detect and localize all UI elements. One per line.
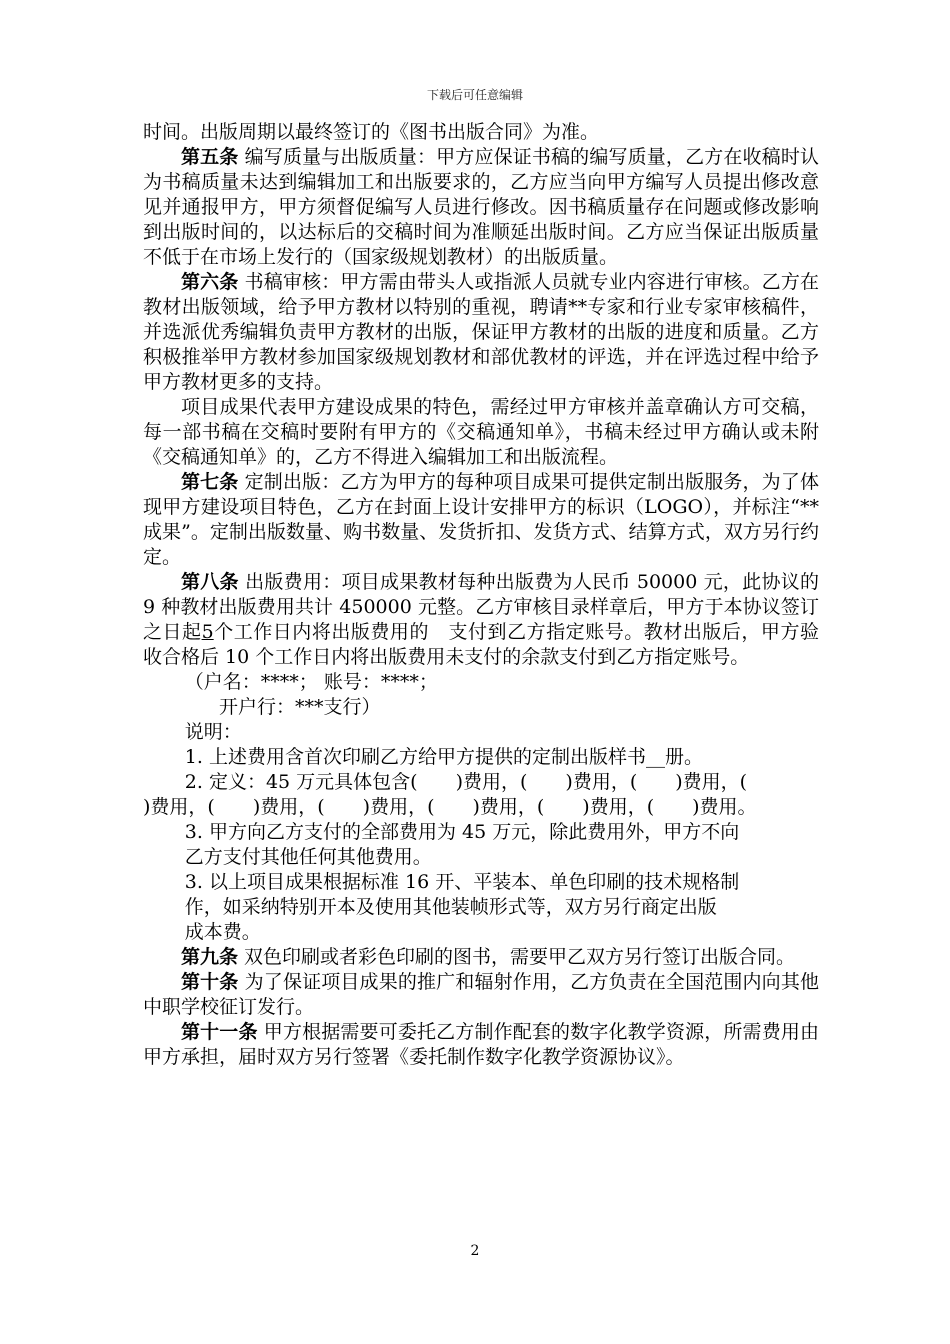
note-3b: 乙方支付其他任何其他费用。	[184, 846, 432, 868]
article-8-days: 5	[201, 621, 214, 643]
article-11	[143, 1020, 819, 1070]
paragraph: 时间。出版周期以最终签订的《图书出版合同》为准。	[143, 121, 600, 143]
document-body	[143, 120, 819, 1070]
article-7-title: 第七条	[181, 471, 239, 493]
article-11-body: 甲方根据需要可委托乙方制作配套的数字化教学资源，所需费用由甲方承担，届时双方另行签署《委托制作数字化教学资源协议》。	[143, 1021, 819, 1068]
article-9-body: 双色印刷或者彩色印刷的图书，需要甲乙双方另行签订出版合同。	[238, 946, 796, 968]
article-9	[143, 945, 819, 970]
note-4a: 3. 以上项目成果根据标准 16 开、平装本、单色印刷的技术规格制	[184, 871, 740, 893]
note-4b: 作，如采纳特别开本及使用其他装帧形式等，双方另行商定出版	[184, 896, 717, 918]
article-6-body: 书稿审核：甲方需由带头人或指派人员就专业内容进行审核。乙方在教材出版领域，给予甲方教材以特别的重视，聘请**专家和行业专家审核稿件，并选派优秀编辑负责甲方教材的出版，保证甲方教材的出版的进度和质量。乙方积极推举甲方教材参加国家级规划教材和部优教材的评选，并在评选过程中给予甲方教材更多的支持。	[143, 271, 819, 393]
article-6	[143, 270, 819, 395]
article-5	[143, 145, 819, 270]
article-8	[143, 570, 819, 670]
article-7	[143, 470, 819, 570]
article-8-title: 第八条	[181, 571, 239, 593]
article-10-body: 为了保证项目成果的推广和辐射作用，乙方负责在全国范围内向其他中职学校征订发行。	[143, 971, 819, 1018]
account-line-2: 开户行：***支行）	[219, 696, 381, 718]
note-3a: 3. 甲方向乙方支付的全部费用为 45 万元，除此费用外，甲方不向	[184, 821, 740, 843]
note-1: 1. 上述费用含首次印刷乙方给甲方提供的定制出版样书__册。	[184, 746, 703, 768]
note-2a: 2. 定义：45 万元具体包含( )费用，( )费用，( )费用，(	[184, 771, 748, 793]
article-10-title: 第十条	[181, 971, 239, 993]
article-10	[143, 970, 819, 1020]
note-2b: )费用，( )费用，( )费用，( )费用，( )费用，( )费用。	[143, 796, 757, 818]
paragraph-review: 项目成果代表甲方建设成果的特色，需经过甲方审核并盖章确认方可交稿，每一部书稿在交稿时要附有甲方的《交稿通知单》，书稿未经过甲方确认或未附《交稿通知单》的，乙方不得进入编辑加工和出版流程。	[143, 396, 819, 468]
article-6-title: 第六条	[181, 271, 239, 293]
article-9-title: 第九条	[181, 946, 239, 968]
article-8-body-1: 出版费用：项目成果教材每种出版费为人民币 50000 元，此协议的 9 种教材出版费用共计 450000 元整。乙方审核目录样章后，甲方于本协议签订之日起	[143, 571, 819, 643]
account-line-1: （户名：****； 账号：****；	[184, 671, 438, 693]
article-5-title: 第五条	[181, 146, 239, 168]
page-number: 2	[470, 1243, 480, 1259]
note-4c: 成本费。	[184, 921, 261, 943]
note-title: 说明：	[184, 721, 242, 743]
page-header: 下载后可任意编辑	[426, 88, 523, 102]
article-11-title: 第十一条	[181, 1021, 258, 1043]
article-5-body: 编写质量与出版质量：甲方应保证书稿的编写质量，乙方在收稿时认为书稿质量未达到编辑加工和出版要求的，乙方应当向甲方编写人员提出修改意见并通报甲方，甲方须督促编写人员进行修改。因书稿质量存在问题或修改影响到出版时间的，以达标后的交稿时间为准顺延出版时间。乙方应当保证出版质量不低于在市场上发行的（国家级规划教材）的出版质量。	[143, 146, 819, 268]
article-8-body-2: 个工作日内将出版费用的 支付到乙方指定账号。教材出版后，甲方验收合格后 10 个工作日内将出版费用未支付的余款支付到乙方指定账号。	[143, 621, 819, 668]
article-7-body: 定制出版：乙方为甲方的每种项目成果可提供定制出版服务，为了体现甲方建设项目特色，乙方在封面上设计安排甲方的标识（LOGO），并标注“**成果”。定制出版数量、购书数量、发货折扣、发货方式、结算方式，双方另行约定。	[143, 471, 819, 568]
